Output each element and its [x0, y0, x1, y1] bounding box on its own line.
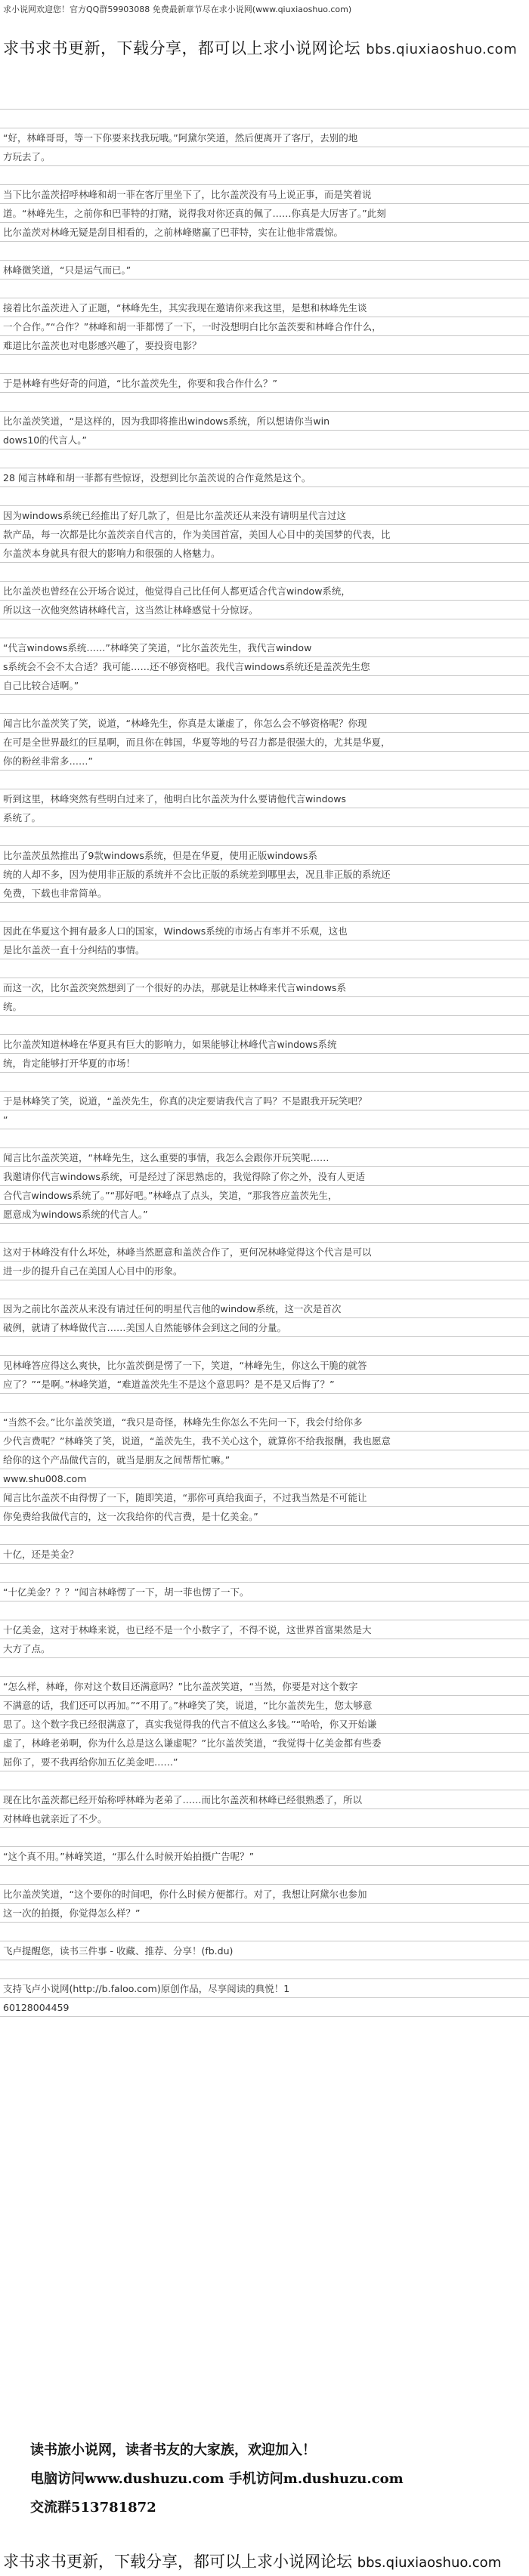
bottom-banner	[3, 2550, 501, 2572]
text-line: 这一次的拍摄，你觉得怎么样？”	[0, 1904, 529, 1923]
text-line	[0, 619, 529, 638]
text-line: “十亿美金？？？”闻言林峰愣了一下，胡一菲也愣了一下。	[0, 1583, 529, 1602]
text-line	[0, 110, 529, 128]
text-line: 合代言windows系统了。”“那好吧。”林峰点了点头，笑道，“那我答应盖茨先生，	[0, 1186, 529, 1205]
text-line: 方玩去了。	[0, 147, 529, 166]
text-line: 当下比尔盖茨招呼林峰和胡一菲在客厅里坐下了，比尔盖茨没有马上说正事，而是笑着说	[0, 185, 529, 204]
text-line: 见林峰答应得这么爽快，比尔盖茨倒是愣了一下，笑道，“林峰先生，你这么干脆的就答	[0, 1356, 529, 1375]
text-line: 款产品，每一次都是比尔盖茨亲自代言的，作为美国首富，美国人心目中的美国梦的代表，比	[0, 525, 529, 544]
text-line: 这对于林峰没有什么坏处，林峰当然愿意和盖茨合作了，更何况林峰觉得这个代言是可以	[0, 1243, 529, 1262]
text-line	[0, 1923, 529, 1941]
text-line: ”	[0, 1110, 529, 1129]
text-line: 是比尔盖茨一直十分纠结的事情。	[0, 941, 529, 959]
text-line: 闻言比尔盖茨笑道，“林峰先生，这么重要的事情，我怎么会跟你开玩笑呢……	[0, 1148, 529, 1167]
text-line: 因为之前比尔盖茨从来没有请过任何的明星代言他的window系统，这一次是首次	[0, 1299, 529, 1318]
footer-line-2: 电脑访问www.dushuzu.com 手机访问m.dushuzu.com	[30, 2471, 404, 2487]
text-line: 统的人却不多，因为使用非正版的系统并不会比正版的系统差到哪里去，况且非正版的系统还	[0, 865, 529, 884]
text-line: 尔盖茨本身就具有很大的影响力和很强的人格魅力。	[0, 544, 529, 563]
text-line: 应了？”“是啊。”林峰笑道，“难道盖茨先生不是这个意思吗？是不是又后悔了？”	[0, 1375, 529, 1394]
text-line: 道。“林峰先生，之前你和巴菲特的打赌，说得我对你还真的佩了……你真是大厉害了。”此刻	[0, 204, 529, 223]
text-line: 比尔盖茨虽然推出了9款windows系统，但是在华夏，使用正版windows系	[0, 846, 529, 865]
text-line	[0, 1564, 529, 1583]
text-line: 屈你了，要不我再给你加五亿美金吧……”	[0, 1753, 529, 1771]
text-line: 比尔盖茨也曾经在公开场合说过，他觉得自己比任何人都更适合代言window系统，	[0, 582, 529, 601]
text-line	[0, 1394, 529, 1413]
chapter-body	[0, 91, 529, 2017]
text-line	[0, 1526, 529, 1545]
text-line: 难道比尔盖茨也对电影感兴趣了，要投资电影？	[0, 336, 529, 355]
text-line: 比尔盖茨对林峰无疑是刮目相看的，之前林峰赌赢了巴菲特，实在让他非常震惊。	[0, 223, 529, 242]
text-line	[0, 827, 529, 846]
text-line	[0, 1073, 529, 1092]
text-line	[0, 242, 529, 261]
text-line: 听到这里，林峰突然有些明白过来了，他明白比尔盖茨为什么要请他代言windows	[0, 789, 529, 808]
text-line	[0, 1960, 529, 1979]
text-line: 60128004459	[0, 1998, 529, 2017]
footer-line-1: 读书旅小说网，读者书友的大家族，欢迎加入！	[30, 2442, 316, 2458]
text-line: 自己比较合适啊。”	[0, 676, 529, 695]
text-line: 我邀请你代言windows系统，可是经过了深思熟虑的，我觉得除了你之外，没有人更适	[0, 1167, 529, 1186]
text-line: “代言windows系统……”林峰笑了笑道，“比尔盖茨先生，我代言window	[0, 638, 529, 657]
text-line	[0, 695, 529, 714]
text-line: 十亿，还是美金？	[0, 1545, 529, 1564]
text-line	[0, 959, 529, 978]
text-line: 少代言费呢？”林峰笑了笑，说道，“盖茨先生，我不关心这个，就算你不给我报酬，我也愿意	[0, 1432, 529, 1450]
text-line: 你的粉丝非常多……”	[0, 752, 529, 771]
text-line: 你免费给我做代言的，这一次我给你的代言费，是十亿美金。”	[0, 1507, 529, 1526]
text-line: 破例，就请了林峰做代言……美国人自然能够体会到这之间的分量。	[0, 1318, 529, 1337]
text-line: 一个合作。”“合作？”林峰和胡一菲都愣了一下，一时没想明白比尔盖茨要和林峰合作什么，	[0, 317, 529, 336]
top-notice: 求小说网欢迎您！官方QQ群59903088 免费最新章节尽在求小说网(www.qiuxiaoshuo.com)	[3, 5, 352, 14]
text-line: 因此在华夏这个拥有最多人口的国家，Windows系统的市场占有率并不乐观，这也	[0, 922, 529, 941]
text-line	[0, 1602, 529, 1620]
text-line: 进一步的提升自己在美国人心目中的形象。	[0, 1262, 529, 1280]
text-line	[0, 1866, 529, 1885]
text-line: 接着比尔盖茨进入了正题，“林峰先生，其实我现在邀请你来我这里，是想和林峰先生谈	[0, 298, 529, 317]
text-line	[0, 771, 529, 789]
text-line: 比尔盖茨笑道，“是这样的，因为我即将推出windows系统，所以想请你当win	[0, 412, 529, 431]
text-line: 免费，下载也非常简单。	[0, 884, 529, 903]
text-line	[0, 1337, 529, 1356]
text-line: 飞卢提醒您，读书三件事 - 收藏、推荐、分享！(fb.du)	[0, 1941, 529, 1960]
text-line: 比尔盖茨笑道，“这个要你的时间吧，你什么时候方便都行。对了，我想让阿黛尔也参加	[0, 1885, 529, 1904]
text-line	[0, 563, 529, 582]
text-line: 愿意成为windows系统的代言人。”	[0, 1205, 529, 1224]
text-line: “当然不会。”比尔盖茨笑道，“我只是奇怪，林峰先生你怎么不先问一下，我会付给你多	[0, 1413, 529, 1432]
text-line: 现在比尔盖茨都已经开始称呼林峰为老弟了……而比尔盖茨和林峰已经很熟悉了，所以	[0, 1790, 529, 1809]
text-line: 系统了。	[0, 808, 529, 827]
text-line	[0, 1658, 529, 1677]
text-line: dows10的代言人。”	[0, 431, 529, 449]
text-line	[0, 487, 529, 506]
text-line: 统，肯定能够打开华夏的市场！	[0, 1054, 529, 1073]
text-line: 对林峰也就亲近了不少。	[0, 1809, 529, 1828]
text-line	[0, 1016, 529, 1035]
text-line: 十亿美金，这对于林峰来说，也已经不是一个小数字了，不得不说，这世界首富果然是大	[0, 1620, 529, 1639]
text-line: 林峰微笑道，“只是运气而已。”	[0, 261, 529, 280]
text-line: 大方了点。	[0, 1639, 529, 1658]
text-line: 支持飞卢小说网(http://b.faloo.com)原创作品，尽享阅读的典悦！1	[0, 1979, 529, 1998]
text-line: 而这一次，比尔盖茨突然想到了一个很好的办法，那就是让林峰来代言windows系	[0, 978, 529, 997]
text-line	[0, 903, 529, 922]
text-line	[0, 280, 529, 298]
text-line	[0, 166, 529, 185]
text-line: s系统会不会不太合适？我可能……还不够资格吧。我代言windows系统还是盖茨先生您	[0, 657, 529, 676]
text-line: 在可是全世界最红的巨星啊，而且你在韩国，华夏等地的号召力都是很强大的，尤其是华夏，	[0, 733, 529, 752]
text-line: 所以这一次他突然请林峰代言，这当然让林峰感觉十分惊讶。	[0, 601, 529, 619]
bottom-banner-site[interactable]: bbs.qiuxiaoshuo.com	[357, 2555, 502, 2571]
text-line: 统。	[0, 997, 529, 1016]
header-banner	[3, 36, 517, 59]
footer-promo	[0, 2436, 529, 2522]
text-line: 比尔盖茨知道林峰在华夏具有巨大的影响力，如果能够让林峰代言windows系统	[0, 1035, 529, 1054]
text-line	[0, 449, 529, 468]
header-banner-text: 求书求书更新，下载分享，都可以上求小说网论坛	[3, 39, 360, 57]
text-line: 思了。这个数字我已经很满意了，真实我觉得我的代言不值这么多钱。”“哈哈，你又开始谦	[0, 1715, 529, 1734]
header-banner-site[interactable]: bbs.qiuxiaoshuo.com	[366, 42, 518, 57]
text-line: “怎么样，林峰，你对这个数目还满意吗？”比尔盖茨笑道，“当然，你要是对这个数字	[0, 1677, 529, 1696]
text-line: 给你的这个产品做代言的，就当是朋友之间帮帮忙嘛。”	[0, 1450, 529, 1469]
text-line	[0, 355, 529, 374]
text-line	[0, 1280, 529, 1299]
text-line: 闻言比尔盖茨不由得愣了一下，随即笑道，“那你可真给我面子，不过我当然是不可能让	[0, 1488, 529, 1507]
text-line: 闻言比尔盖茨笑了笑，说道，“林峰先生，你真是太谦虚了，你怎么会不够资格呢？你现	[0, 714, 529, 733]
text-line	[0, 1129, 529, 1148]
text-line: 于是林峰有些好奇的问道，“比尔盖茨先生，你要和我合作什么？”	[0, 374, 529, 393]
text-line: “好，林峰哥哥，等一下你要来找我玩哦。”阿黛尔笑道，然后便离开了客厅，去别的地	[0, 128, 529, 147]
footer-line-3: 交流群513781872	[30, 2500, 156, 2516]
text-line: www.shu008.com	[0, 1469, 529, 1488]
text-line: 不满意的话，我们还可以再加。”“不用了。”林峰笑了笑，说道，“比尔盖茨先生，您太够意	[0, 1696, 529, 1715]
text-line: “这个真不用。”林峰笑道，“那么什么时候开始拍摄广告呢？”	[0, 1847, 529, 1866]
text-line: 28 闻言林峰和胡一菲都有些惊讶，没想到比尔盖茨说的合作竟然是这个。	[0, 468, 529, 487]
text-line: 于是林峰笑了笑，说道，“盖茨先生，你真的决定要请我代言了吗？不是跟我开玩笑吧？	[0, 1092, 529, 1110]
bottom-banner-text: 求书求书更新，下载分享，都可以上求小说网论坛	[3, 2553, 352, 2571]
text-line: 因为windows系统已经推出了好几款了，但是比尔盖茨还从来没有请明星代言过这	[0, 506, 529, 525]
text-line	[0, 393, 529, 412]
text-line	[0, 91, 529, 110]
text-line	[0, 1224, 529, 1243]
text-line: 虚了，林峰老弟啊，你为什么总是这么谦虚呢？”比尔盖茨笑道，“我觉得十亿美金都有些委	[0, 1734, 529, 1753]
text-line	[0, 1771, 529, 1790]
text-line	[0, 1828, 529, 1847]
